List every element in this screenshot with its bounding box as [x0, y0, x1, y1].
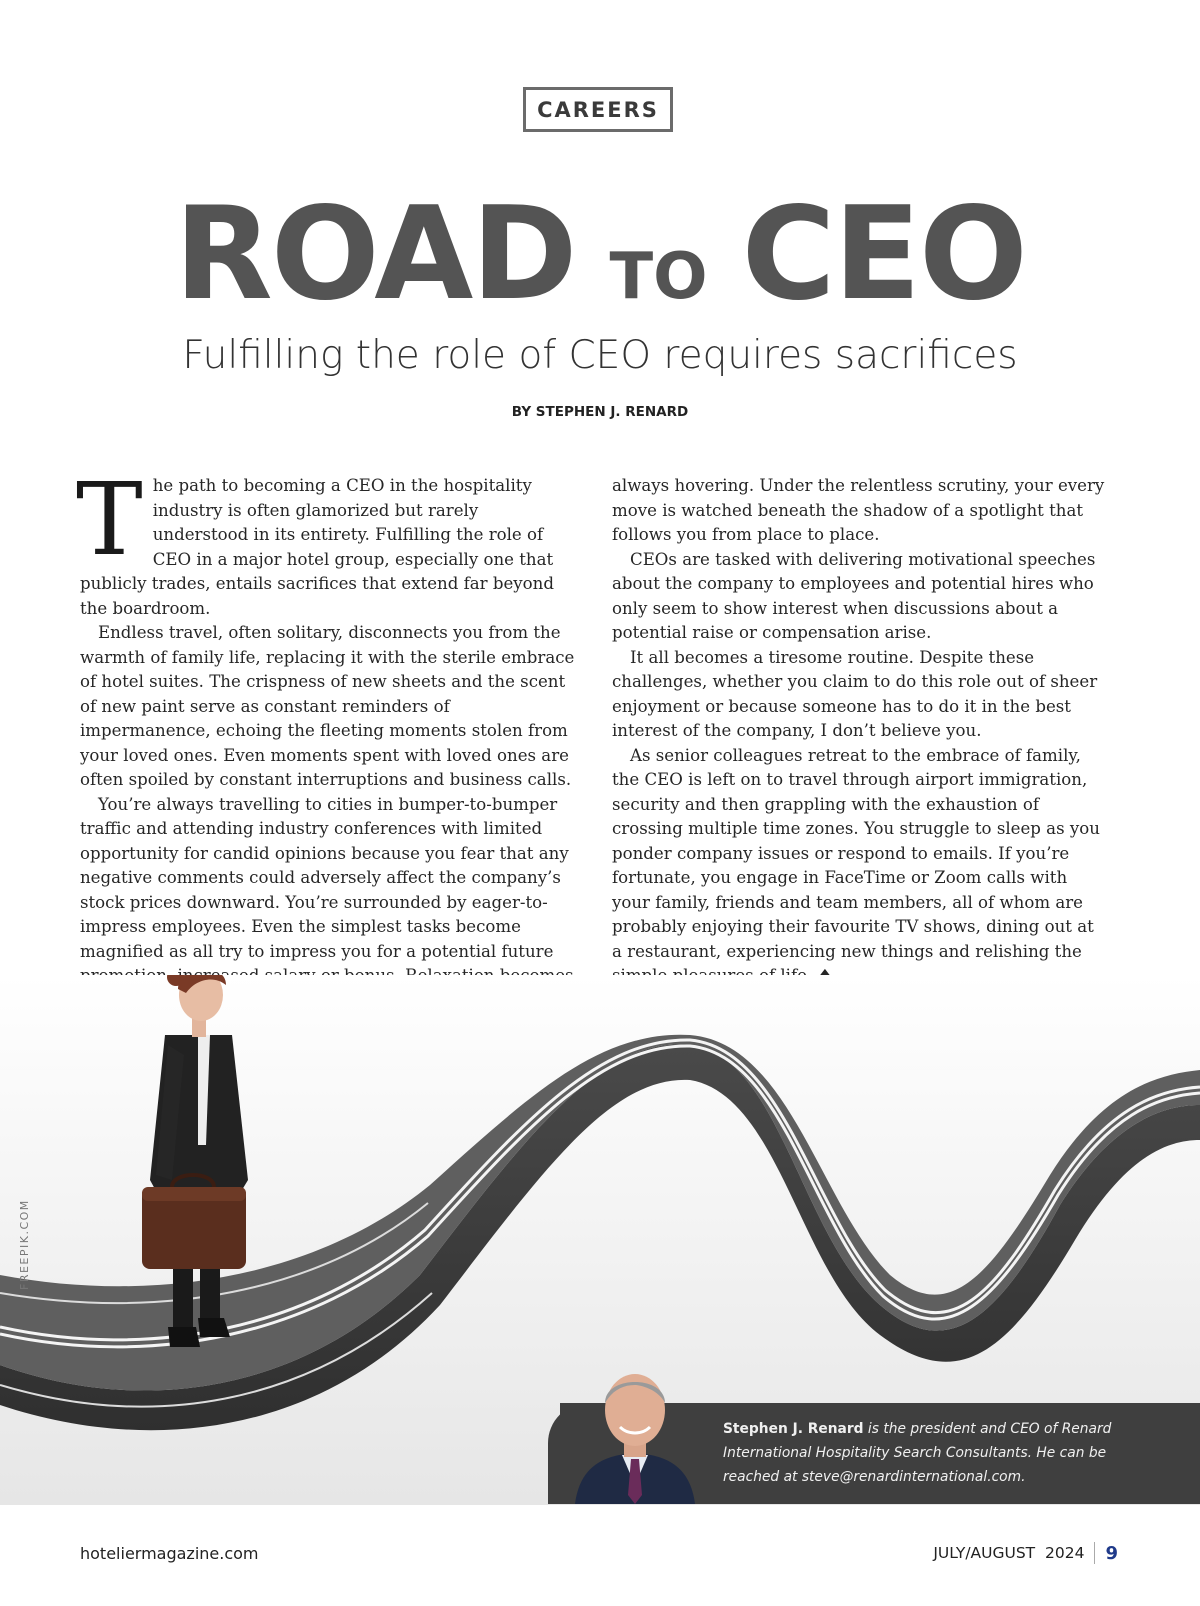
bio-description: is the president and CEO of Renard International Hospitality Search Consultants. He can be reached at steve@renardinternational.com.: [723, 1421, 1112, 1485]
paragraph: CEOs are tasked with delivering motivational speeches about the company to employees and potential hires who only seem to show interest when discussions about a potential raise or compensation arise.: [612, 549, 1096, 642]
author-photo: [560, 1355, 710, 1504]
subtitle: Fulfilling the role of CEO requires sacrifices: [182, 333, 1018, 378]
paragraph: Endless travel, often solitary, disconnects you from the warmth of family life, replacing it with the sterile embrace of hotel suites. The crispness of new sheets and the scent of new paint serve as constant reminders of impermanence, echoing the fleeting moments stolen from your loved ones. Even moments spent with loved ones are often spoiled by constant interruptions and business calls.: [80, 623, 575, 789]
page-number: 9: [1105, 1542, 1118, 1564]
bio-name: Stephen J. Renard: [723, 1421, 864, 1437]
section-tag: CAREERS: [523, 87, 673, 132]
paragraph: As senior colleagues retreat to the embrace of family, the CEO is left on to travel through airport immigration, security and then grappling with the exhaustion of crossing multiple time zones. You struggle to sleep as you ponder company issues or respond to emails. If you’re fortunate, you engage in FaceTime or Zoom calls with your family, friends and team members, all of whom are probably enjoying their favourite TV shows, dining out at a restaurant, experiencing new things and relishing the: [612, 745, 1100, 961]
footer-site: hoteliermagazine.com: [80, 1544, 259, 1563]
paragraph: You’re always travelling to cities in bumper-to-bumper traffic and attending industry conferences with limited opportunity for candid opinions because you fear that any negative comments could adversely affect the company’s stock prices downward. You’re surrounded by eager-to-impress employees. Even the simplest tasks become magnified as all try to impress you for a potential future: [80, 794, 569, 961]
byline: BY STEPHEN J. RENARD: [511, 404, 689, 420]
image-credit: FREEPIK.COM: [18, 1199, 31, 1290]
drop-cap: T: [76, 461, 143, 578]
headline-word-ceo: CEO: [741, 180, 1026, 329]
footer-divider: [1094, 1542, 1095, 1564]
article-column-right: [612, 474, 1108, 989]
headline-word-road: ROAD: [174, 180, 576, 329]
footer-issue: JULY/AUGUST 2024: [933, 1544, 1085, 1562]
author-bio: [723, 1417, 1113, 1489]
headline-word-to: TO: [609, 240, 708, 314]
article-column-left: [76, 461, 576, 1013]
paragraph: always hovering. Under the relentless scrutiny, your every move is watched beneath the shadow of a spotlight that follows you from place to place.: [612, 476, 1105, 544]
paragraph: he path to becoming a CEO in the hospitality industry is often glamorized but rarely understood in its entirety. Fulfilling the role of CEO in a major hotel group, especially one that publicly trades, entails sacrifices that extend far beyond the boardroom.: [80, 476, 554, 618]
headline: [0, 180, 1200, 330]
paragraph: It all becomes a tiresome routine. Despite these challenges, whether you claim to do this role out of sheer enjoyment or because someone has to do it in the best interest of the company, I don’t believe you.: [612, 647, 1098, 740]
footer-issue-page: [933, 1542, 1118, 1564]
